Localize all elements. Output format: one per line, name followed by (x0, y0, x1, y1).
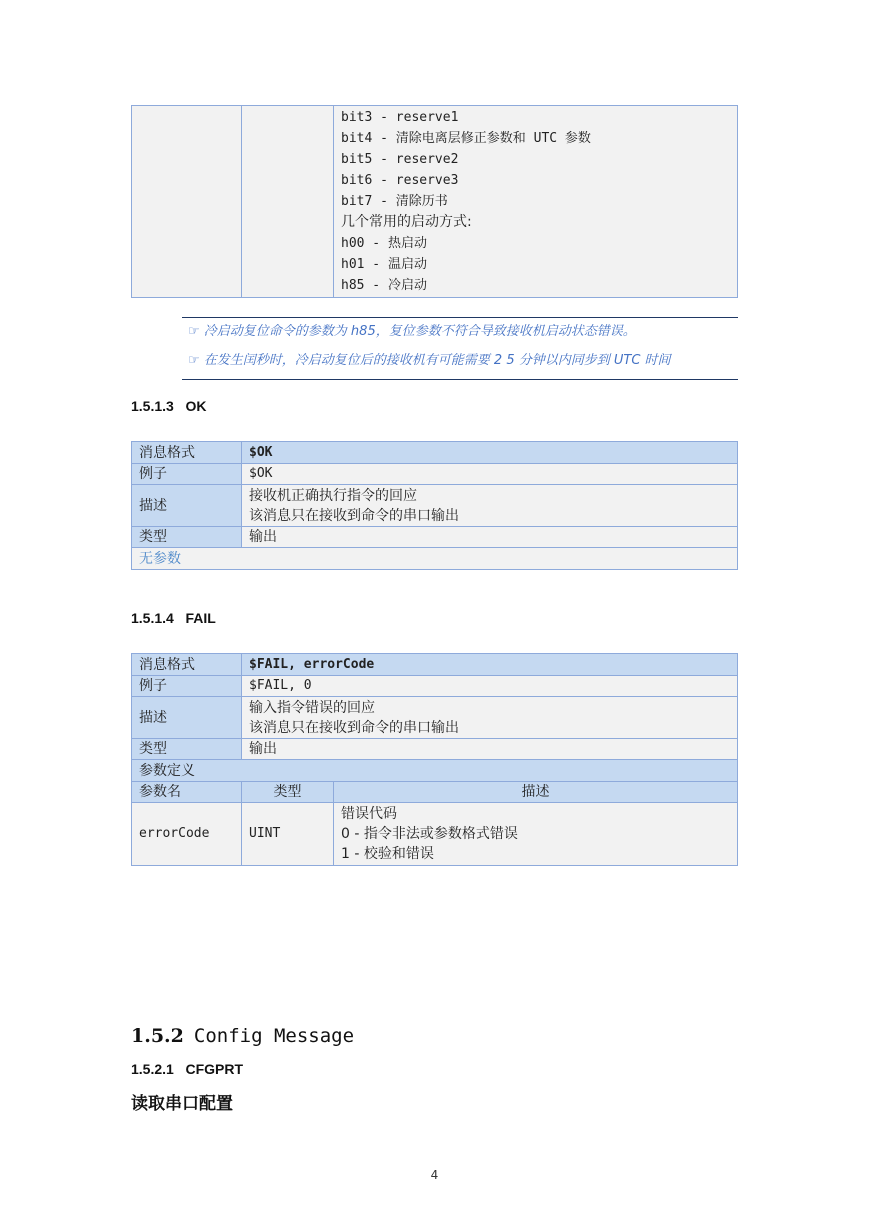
no-params: 无参数 (132, 548, 738, 570)
desc-line: 该消息只在接收到命令的串口输出 (249, 719, 459, 736)
cfgprt-heading (131, 1061, 243, 1077)
param-desc (334, 803, 738, 866)
format-label: 消息格式 (132, 442, 242, 464)
col-desc-header: 描述 (334, 782, 738, 803)
param-desc-line: 1 - 校验和错误 (341, 846, 434, 862)
format-value: $FAIL, errorCode (242, 654, 738, 676)
cont-line: bit3 - reserve1 (341, 110, 459, 125)
cont-line: h01 - 温启动 (341, 257, 427, 272)
cont-empty-cell-2 (242, 106, 334, 298)
param-desc-line: 错误代码 (341, 806, 397, 822)
desc-line: 输入指令错误的回应 (249, 699, 375, 716)
desc-line: 该消息只在接收到命令的串口输出 (249, 507, 459, 524)
type-label: 类型 (132, 527, 242, 548)
page-number: 4 (430, 1168, 439, 1182)
heading-number: 1.5.1.3 (131, 398, 174, 414)
fail-heading (131, 610, 216, 626)
example-label: 例子 (132, 676, 242, 697)
cont-line: bit6 - reserve3 (341, 173, 459, 188)
heading-title: FAIL (185, 610, 216, 626)
fail-table (131, 653, 738, 866)
cont-empty-cell-1 (132, 106, 242, 298)
desc-value (242, 485, 738, 527)
cont-bits-cell (334, 106, 738, 298)
cont-line: 几个常用的启动方式: (341, 214, 472, 230)
format-label: 消息格式 (132, 654, 242, 676)
example-value: $FAIL, 0 (242, 676, 738, 697)
example-value: $OK (242, 464, 738, 485)
cont-line: h85 - 冷启动 (341, 278, 427, 293)
heading-title: Config Message (193, 1025, 355, 1047)
cfgprt-description: 读取串口配置 (131, 1094, 233, 1114)
param-desc-line: 0 - 指令非法或参数格式错误 (341, 826, 518, 842)
example-label: 例子 (132, 464, 242, 485)
note-text: 在发生闰秒时，冷启动复位后的接收机有可能需要 2 5 分钟以内同步到 UTC 时间 (203, 353, 671, 368)
heading-number: 1.5.1.4 (131, 610, 174, 626)
desc-value (242, 697, 738, 739)
config-heading (131, 1025, 354, 1047)
type-label: 类型 (132, 739, 242, 760)
col-type-header: 类型 (242, 782, 334, 803)
type-value: 输出 (242, 527, 738, 548)
cont-line: bit5 - reserve2 (341, 152, 459, 167)
notes-box (182, 317, 738, 380)
ok-heading (131, 398, 207, 414)
heading-number: 1.5.2.1 (131, 1061, 174, 1077)
param-name: errorCode (132, 803, 242, 866)
desc-label: 描述 (132, 697, 242, 739)
desc-line: 接收机正确执行指令的回应 (249, 487, 417, 504)
note-item (188, 320, 636, 339)
heading-title: OK (185, 398, 207, 414)
note-text: 冷启动复位命令的参数为 h85，复位参数不符合导致接收机启动状态错误。 (203, 324, 636, 339)
heading-title: CFGPRT (185, 1061, 244, 1077)
heading-number: 1.5.2 (131, 1025, 184, 1047)
type-value: 输出 (242, 739, 738, 760)
pointing-hand-icon: ☞ (188, 353, 200, 368)
param-def-label: 参数定义 (132, 760, 738, 782)
param-type: UINT (242, 803, 334, 866)
continuation-table (131, 105, 738, 298)
cont-line: bit7 - 清除历书 (341, 194, 448, 209)
note-item (188, 349, 671, 368)
cont-line: h00 - 热启动 (341, 236, 427, 251)
col-name-header: 参数名 (132, 782, 242, 803)
desc-label: 描述 (132, 485, 242, 527)
cont-line: bit4 - 清除电离层修正参数和 UTC 参数 (341, 131, 591, 146)
ok-table (131, 441, 738, 570)
pointing-hand-icon: ☞ (188, 324, 200, 339)
format-value: $OK (242, 442, 738, 464)
